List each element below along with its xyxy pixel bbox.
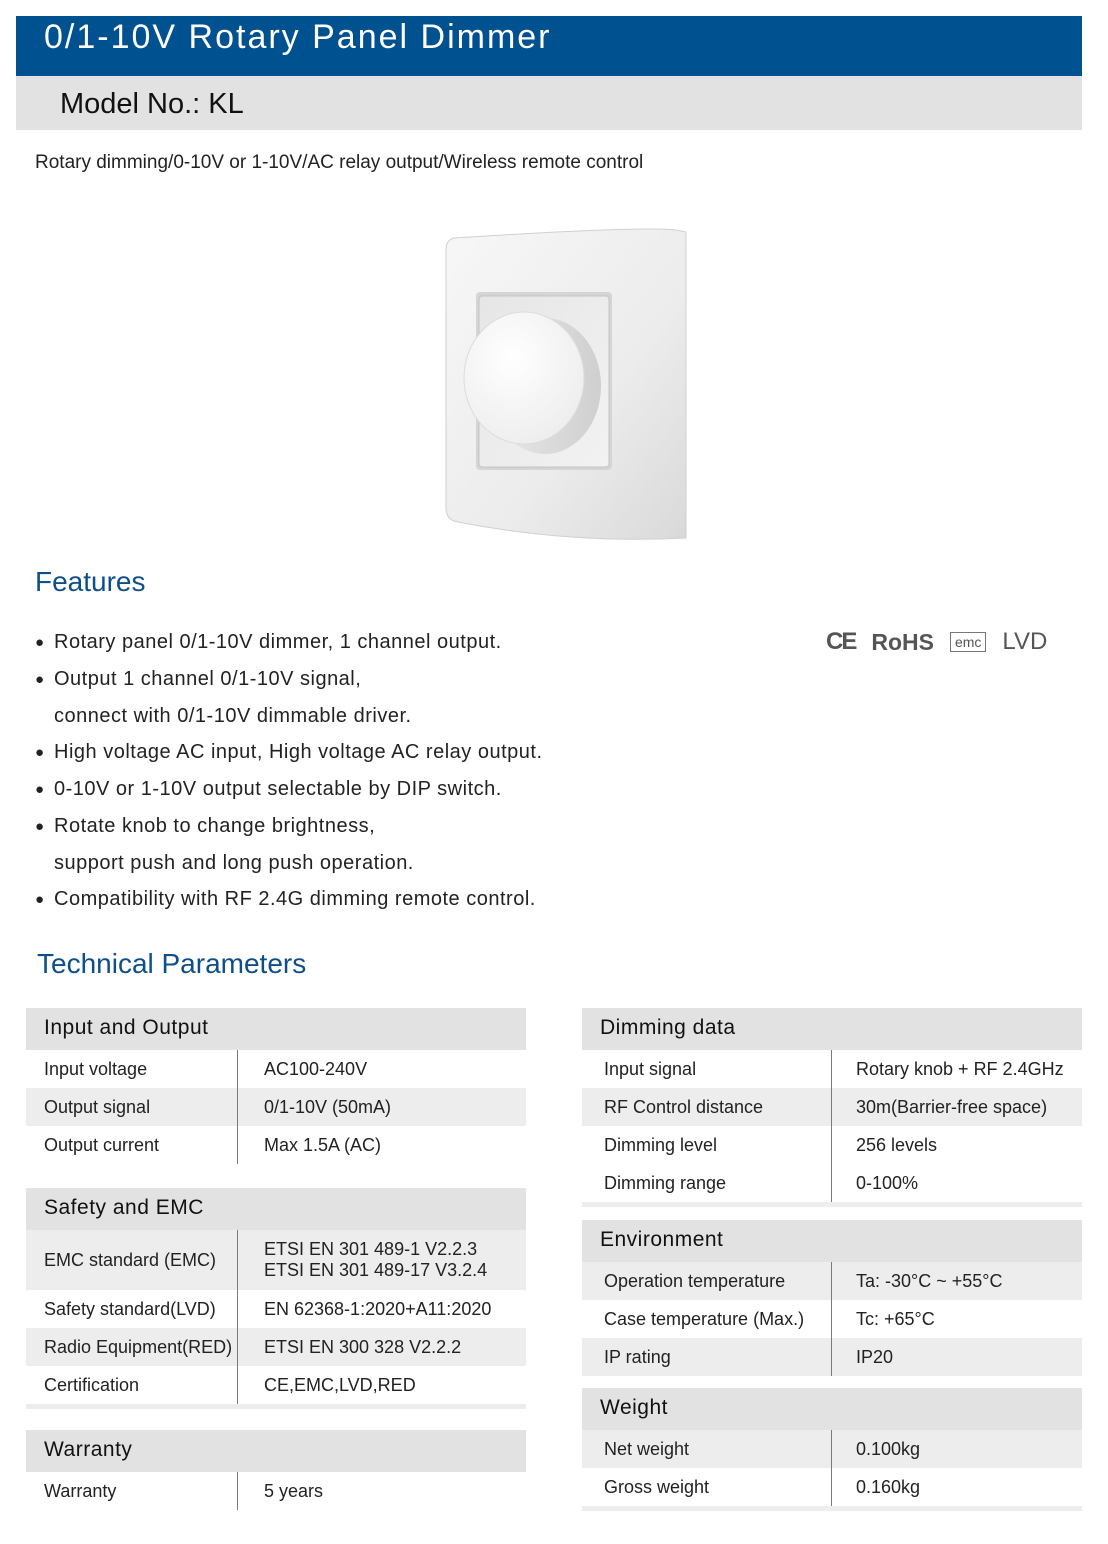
param-value: 30m(Barrier-free space) (856, 1096, 1048, 1117)
table-title: Dimming data (600, 1016, 736, 1039)
param-value: CE,EMC,LVD,RED (264, 1374, 416, 1395)
table-header (26, 1188, 526, 1230)
table-row (582, 1050, 1082, 1088)
param-value: Rotary knob + RF 2.4GHz (856, 1058, 1064, 1079)
param-key: Operation temperature (582, 1262, 832, 1300)
technical-parameters-heading: Technical Parameters (37, 948, 307, 979)
feature-item: ● Compatibility with RF 2.4G dimming remote control. (35, 888, 536, 910)
input-output-table (26, 1008, 526, 1164)
param-key: Gross weight (582, 1468, 832, 1506)
table-title: Warranty (44, 1438, 133, 1461)
param-key: Radio Equipment(RED) (26, 1328, 238, 1366)
table-header (26, 1008, 526, 1050)
ce-logo: CE (826, 628, 856, 655)
table-title: Safety and EMC (44, 1196, 204, 1219)
lvd-logo: LVD (1002, 628, 1048, 655)
table-row (26, 1050, 526, 1088)
table-row (582, 1262, 1082, 1300)
param-key: Output current (26, 1126, 238, 1164)
param-value: 0-100% (856, 1172, 919, 1193)
feature-item: ● High voltage AC input, High voltage AC relay output. (35, 741, 543, 763)
table-header (582, 1220, 1082, 1262)
param-key: Certification (26, 1366, 238, 1404)
param-value: 0/1-10V (50mA) (264, 1096, 392, 1117)
environment-table (582, 1220, 1082, 1376)
param-key: Warranty (26, 1472, 238, 1510)
param-key: Output signal (26, 1088, 238, 1126)
table-row (582, 1126, 1082, 1164)
param-key: EMC standard (EMC) (26, 1230, 238, 1290)
param-value: ETSI EN 300 328 V2.2.2 (264, 1336, 462, 1357)
page-title: 0/1-10V Rotary Panel Dimmer (44, 18, 552, 56)
param-key: Dimming level (582, 1126, 832, 1164)
features-heading: Features (35, 566, 146, 597)
table-header (26, 1430, 526, 1472)
rohs-logo: RoHS (871, 628, 934, 655)
param-value: Max 1.5A (AC) (264, 1134, 382, 1155)
safety-emc-table (26, 1188, 526, 1409)
table-row (26, 1126, 526, 1164)
table-row (26, 1088, 526, 1126)
table-row (26, 1230, 526, 1290)
param-key: IP rating (582, 1338, 832, 1376)
param-key: Safety standard(LVD) (26, 1290, 238, 1328)
table-row (26, 1328, 526, 1366)
table-row (582, 1164, 1082, 1202)
feature-item-continued: support push and long push operation. (54, 852, 414, 874)
table-row (582, 1088, 1082, 1126)
model-number: Model No.: KL (60, 88, 244, 120)
table-title: Environment (600, 1228, 724, 1251)
feature-item: ● Rotate knob to change brightness, (35, 815, 376, 837)
table-row (582, 1430, 1082, 1468)
param-value: Ta: -30°C ~ +55°C (856, 1270, 1003, 1291)
param-value: EN 62368-1:2020+A11:2020 (264, 1298, 492, 1319)
model-bar (16, 76, 1082, 130)
param-key: Dimming range (582, 1164, 832, 1202)
warranty-table (26, 1430, 526, 1510)
param-value: 5 years (264, 1480, 324, 1501)
emc-logo: emc (950, 632, 986, 652)
param-value: Tc: +65°C (856, 1308, 935, 1329)
certification-logos (826, 628, 1047, 656)
weight-table (582, 1388, 1082, 1511)
param-key: RF Control distance (582, 1088, 832, 1126)
table-header (582, 1008, 1082, 1050)
table-row (26, 1290, 526, 1328)
product-subtitle: Rotary dimming/0-10V or 1-10V/AC relay output/Wireless remote control (35, 152, 644, 173)
table-title: Input and Output (44, 1016, 209, 1039)
param-value: 256 levels (856, 1134, 938, 1155)
feature-item: ● 0-10V or 1-10V output selectable by DIP switch. (35, 778, 502, 800)
table-row (582, 1338, 1082, 1376)
table-row (582, 1300, 1082, 1338)
param-value: IP20 (856, 1346, 894, 1367)
dimming-data-table (582, 1008, 1082, 1207)
param-key: Input signal (582, 1050, 832, 1088)
table-header (582, 1388, 1082, 1430)
param-value: AC100-240V (264, 1058, 368, 1079)
param-value: ETSI EN 301 489-1 V2.2.3 ETSI EN 301 489-17 V3.2.4 (264, 1239, 488, 1280)
param-key: Case temperature (Max.) (582, 1300, 832, 1338)
features-list (35, 624, 543, 918)
param-key: Input voltage (26, 1050, 238, 1088)
feature-item: ● Output 1 channel 0/1-10V signal, (35, 668, 362, 690)
table-title: Weight (600, 1396, 668, 1419)
param-value: 0.160kg (856, 1476, 921, 1497)
table-row (26, 1366, 526, 1404)
product-image (440, 226, 692, 544)
table-row (582, 1468, 1082, 1506)
table-row (26, 1472, 526, 1510)
param-key: Net weight (582, 1430, 832, 1468)
feature-item: ● Rotary panel 0/1-10V dimmer, 1 channel output. (35, 631, 502, 653)
feature-item-continued: connect with 0/1-10V dimmable driver. (54, 705, 412, 727)
param-value: 0.100kg (856, 1438, 921, 1459)
